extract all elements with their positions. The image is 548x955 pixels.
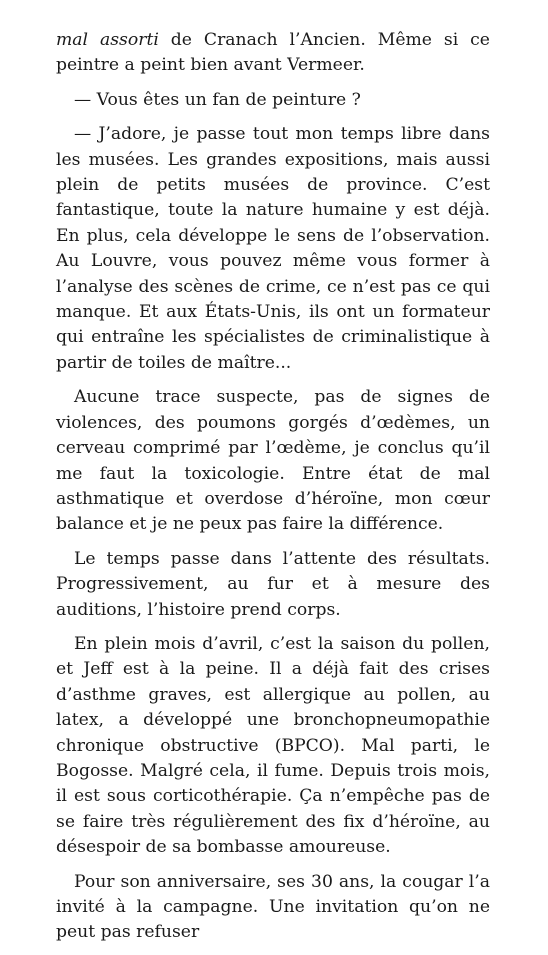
paragraph-7: Pour son anniversaire, ses 30 ans, la cougar l’a invité à la campagne. Une invitation qu’on ne peut pas refuser: [56, 871, 490, 943]
italic-title: mal assorti: [56, 30, 159, 50]
book-page: [56, 28, 490, 955]
paragraph-5: Le temps passe dans l’attente des résultats. Progressivement, au fur et à mesure des auditions, l’histoire prend corps.: [56, 548, 490, 620]
paragraph-1-text: de Cranach l’Ancien. Même si ce peintre a peint bien avant Vermeer.: [56, 30, 490, 76]
paragraph-2: — Vous êtes un fan de peinture ?: [74, 89, 361, 110]
paragraph-6: En plein mois d’avril, c’est la saison du pollen, et Jeff est à la peine. Il a déjà fait des crises d’asthme graves, est allergique au pollen, au latex, a développé une bronchopneumopathie chronique obstructive (BPCO). Mal parti, le Bogosse. Malgré cela, il fume. Depuis trois mois, il est sous corticothérapie. Ça n’empêche pas de se faire très régulièrement des fix d’héroïne, au désespoir de sa bombasse amoureuse.: [56, 633, 490, 858]
paragraph-4: Aucune trace suspecte, pas de signes de violences, des poumons gorgés d’œdèmes, un cerveau comprimé par l’œdème, je conclus qu’il me faut la toxicologie. Entre état de mal asthmatique et overdose d’héroïne, mon cœur balance et je ne peux pas faire la différence.: [56, 387, 490, 535]
paragraph-3: — J’adore, je passe tout mon temps libre dans les musées. Les grandes expositions, mais aussi plein de petits musées de province. C’est fantastique, toute la nature humaine y est déjà. En plus, cela développe le sens de l’observation. Au Louvre, vous pouvez même vous former à l’analyse des scènes de crime, ce n’est pas ce qui manque. Et aux États-Unis, ils ont un formateur qui entraîne les spécialistes de criminalistique à partir de toiles de maître...: [56, 124, 490, 373]
paragraph-1: [56, 28, 490, 79]
